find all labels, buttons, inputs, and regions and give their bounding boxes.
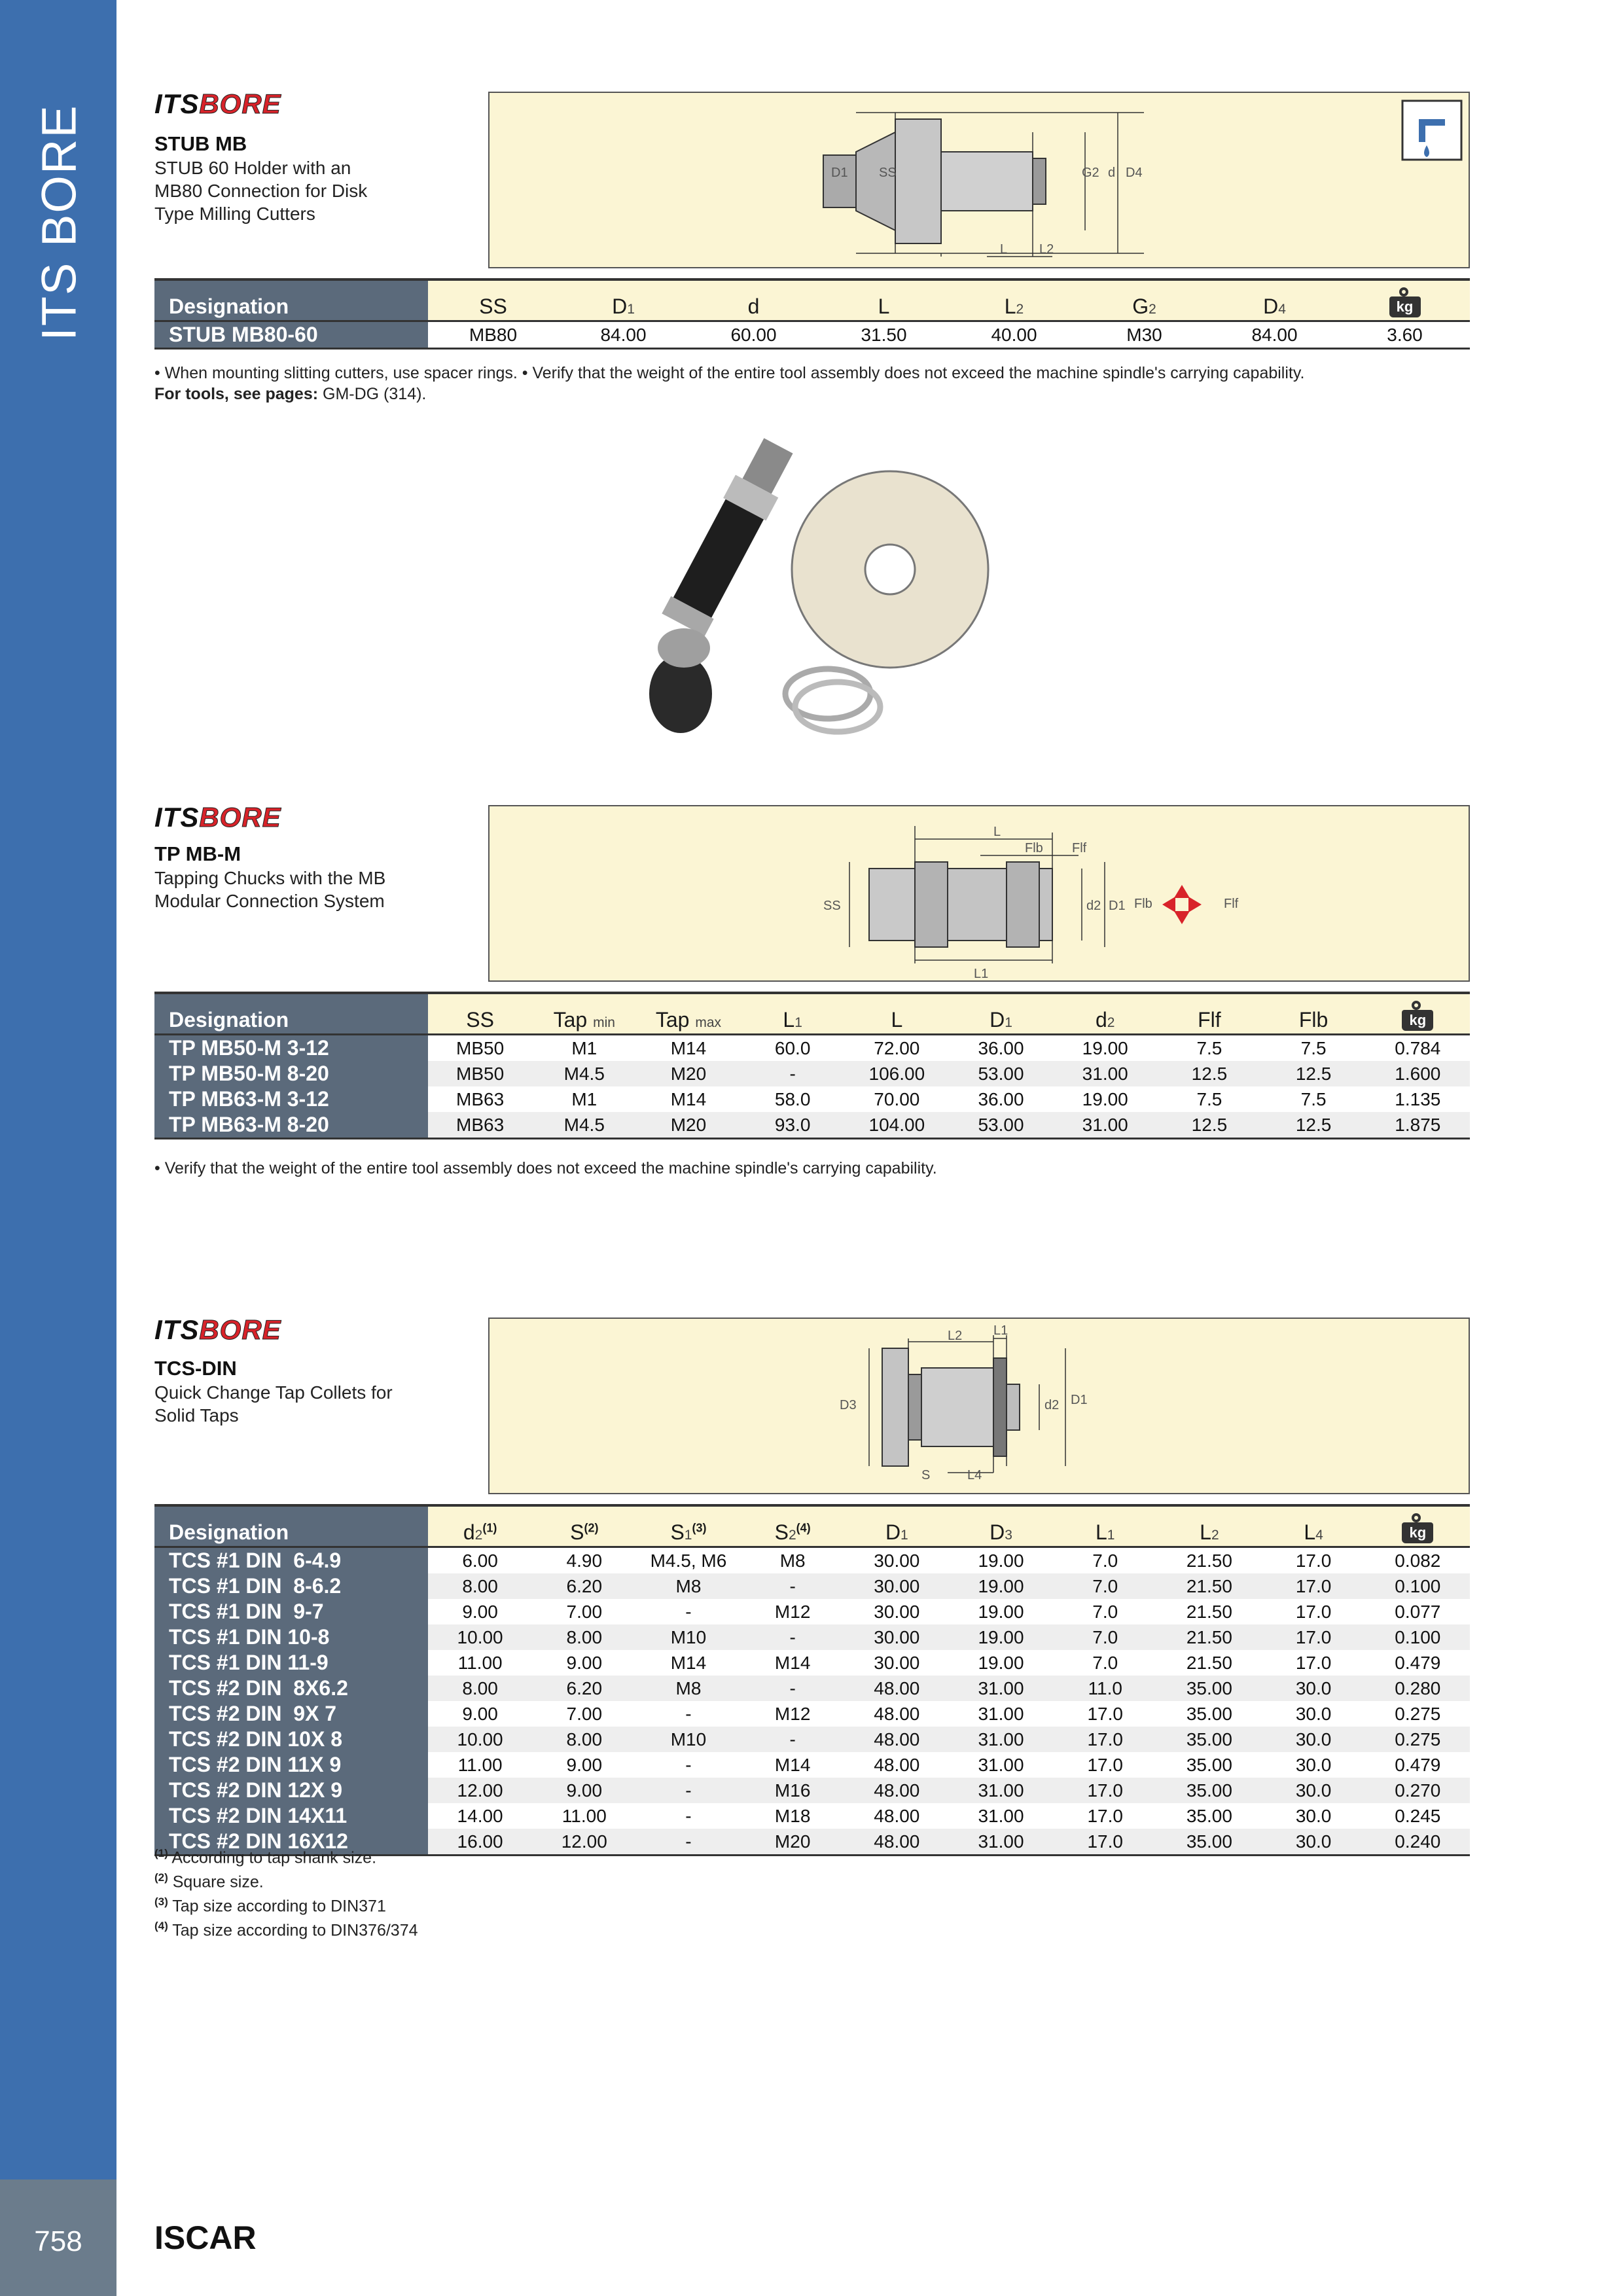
table-cell: 7.00 — [566, 1703, 603, 1724]
itsbore-logo: ITSBORE — [154, 802, 281, 833]
diagram-label-ss: SS — [823, 899, 841, 913]
diagram-label-d1: D1 — [1071, 1393, 1088, 1407]
footnote: $^{(1)}$ According to tap shank size. — [154, 1847, 377, 1867]
table-cell: 10.00 — [428, 1624, 532, 1650]
table-cell: - — [741, 1727, 845, 1752]
column-header: SS — [428, 993, 532, 1035]
table-cell: - — [741, 1624, 845, 1650]
table-cell: 48.00 — [845, 1676, 949, 1701]
table-cell: 12.5 — [1262, 1061, 1366, 1086]
diagram-label-flb: Flb — [1025, 841, 1043, 855]
sidebar — [0, 0, 116, 2296]
table-cell: 35.00 — [1157, 1829, 1261, 1856]
table-cell: 19.00 — [949, 1573, 1053, 1599]
table-cell: 17.0 — [1087, 1703, 1123, 1724]
table-row — [154, 1573, 1470, 1599]
table-cell: 8.00 — [532, 1727, 636, 1752]
table-cell: 17.0 — [1295, 1550, 1332, 1571]
table-header-row — [154, 993, 1470, 1035]
designation-cell: TCS #1 DIN 9-7 — [154, 1599, 428, 1624]
weight-icon: kg — [1399, 1001, 1436, 1032]
column-header: Tap max — [636, 993, 740, 1035]
column-header: Flb — [1262, 993, 1366, 1035]
column-header: D4 — [1209, 279, 1340, 321]
table-cell: M1 — [571, 1088, 597, 1109]
designation-cell: TCS #1 DIN 6-4.9 — [154, 1547, 428, 1574]
table-row — [154, 1624, 1470, 1650]
designation-cell: TCS #1 DIN 8-6.2 — [154, 1573, 428, 1599]
table-row — [154, 1599, 1470, 1624]
table-cell: 7.0 — [1053, 1573, 1157, 1599]
table-cell: 7.5 — [1300, 1037, 1327, 1058]
table-cell: 30.00 — [874, 1601, 920, 1622]
see-pages-note: For tools, see pages: GM-DG (314). — [154, 385, 427, 403]
table-cell: 0.245 — [1395, 1805, 1441, 1826]
table-cell: - — [685, 1703, 692, 1724]
technical-drawing — [488, 805, 1470, 982]
table-cell: 19.00 — [978, 1601, 1024, 1622]
designation-cell: TCS #2 DIN 16X12 — [154, 1829, 428, 1856]
table-cell: 31.00 — [949, 1829, 1053, 1856]
designation-cell: TP MB50-M 8-20 — [154, 1061, 428, 1086]
table-cell: 19.00 — [1082, 1037, 1128, 1058]
footnote: $^{(4)}$ Tap size according to DIN376/374 — [154, 1920, 418, 1940]
table-row — [154, 1086, 1470, 1112]
table-cell: - — [636, 1778, 740, 1803]
table-cell: M10 — [636, 1727, 740, 1752]
column-header: SS — [428, 279, 558, 321]
table-cell: 35.00 — [1157, 1727, 1261, 1752]
table-cell: 48.00 — [874, 1805, 920, 1826]
table-cell: M12 — [774, 1601, 811, 1622]
table-cell: 9.00 — [566, 1754, 603, 1775]
table-cell: 0.082 — [1395, 1550, 1441, 1571]
column-header: L1 — [741, 993, 845, 1035]
diagram-label-flb-2: Flb — [1134, 897, 1152, 911]
diagram-label-d: d — [1108, 166, 1116, 180]
diagram-label-l1: L1 — [974, 967, 989, 981]
table-cell: 11.00 — [457, 1652, 503, 1673]
table-cell: 0.275 — [1395, 1703, 1441, 1724]
table-cell: 11.00 — [457, 1754, 503, 1775]
table-row — [154, 1112, 1470, 1139]
designation-cell: TCS #2 DIN 8X6.2 — [154, 1676, 428, 1701]
table-cell: 14.00 — [457, 1805, 503, 1826]
column-header: Flf — [1157, 993, 1261, 1035]
diagram-label-g2: G2 — [1082, 166, 1099, 180]
table-cell: 35.00 — [1157, 1676, 1261, 1701]
table-cell: M14 — [774, 1652, 811, 1673]
table-cell: 0.479 — [1395, 1652, 1441, 1673]
designation-cell: TP MB50-M 3-12 — [154, 1035, 428, 1062]
table-cell: 30.00 — [874, 1550, 920, 1571]
table-cell: - — [741, 1573, 845, 1599]
diagram-label-flf: Flf — [1072, 841, 1087, 855]
table-cell: 17.0 — [1087, 1754, 1123, 1775]
table-row — [154, 1676, 1470, 1701]
table-cell: 58.0 — [774, 1088, 811, 1109]
page-number: 758 — [34, 2225, 82, 2257]
table-cell: 21.50 — [1186, 1550, 1232, 1571]
table-cell: 21.50 — [1157, 1624, 1261, 1650]
column-header — [1366, 1505, 1470, 1547]
table-cell: 21.50 — [1186, 1601, 1232, 1622]
table-cell: 11.00 — [562, 1805, 607, 1826]
table-cell: 17.0 — [1295, 1601, 1332, 1622]
table-cell: 7.0 — [1092, 1601, 1118, 1622]
diagram-label-l2: L2 — [1039, 242, 1054, 257]
column-header: d2 — [1053, 993, 1157, 1035]
table-cell: 7.0 — [1053, 1624, 1157, 1650]
diagram-label-l: L — [1000, 242, 1008, 257]
table-cell: MB50 — [428, 1061, 532, 1086]
column-header: Designation — [154, 279, 428, 321]
weight-icon: kg — [1399, 1513, 1436, 1545]
table-cell: M20 — [636, 1112, 740, 1139]
table-cell: M14 — [670, 1037, 707, 1058]
table-cell: 7.5 — [1196, 1037, 1222, 1058]
table-cell: - — [741, 1676, 845, 1701]
technical-drawing — [488, 92, 1470, 268]
table-cell: 7.5 — [1196, 1088, 1222, 1109]
table-cell: 9.00 — [462, 1601, 498, 1622]
table-cell: M14 — [774, 1754, 811, 1775]
table-cell: 17.0 — [1053, 1727, 1157, 1752]
table-row — [154, 1778, 1470, 1803]
column-header: D1 — [558, 279, 688, 321]
table-cell: 48.00 — [845, 1778, 949, 1803]
designation-cell: TCS #2 DIN 11X 9 — [154, 1752, 428, 1778]
table-cell: 10.00 — [428, 1727, 532, 1752]
table-cell: 1.600 — [1366, 1061, 1470, 1086]
table-cell: M20 — [741, 1829, 845, 1856]
table-cell: M1 — [571, 1037, 597, 1058]
footnote: $^{(2)}$ Square size. — [154, 1871, 264, 1892]
column-header: L — [819, 279, 949, 321]
table-cell: 19.00 — [1082, 1088, 1128, 1109]
table-cell: 84.00 — [558, 321, 688, 349]
table-cell: 93.0 — [741, 1112, 845, 1139]
spec-table — [154, 278, 1470, 350]
table-cell: 16.00 — [428, 1829, 532, 1856]
table-cell: 72.00 — [874, 1037, 920, 1058]
table-cell: 104.00 — [845, 1112, 949, 1139]
table-cell: 0.280 — [1366, 1676, 1470, 1701]
column-header: d2$^{(1)}$ — [428, 1505, 532, 1547]
table-cell: - — [685, 1754, 692, 1775]
table-cell: M4.5 — [532, 1112, 636, 1139]
table-cell: MB80 — [428, 321, 558, 349]
designation-cell: TCS #2 DIN 9X 7 — [154, 1701, 428, 1727]
table-cell: MB50 — [456, 1037, 505, 1058]
designation-cell: TP MB63-M 3-12 — [154, 1086, 428, 1112]
table-cell: 7.5 — [1300, 1088, 1327, 1109]
table-cell: 30.0 — [1262, 1727, 1366, 1752]
diagram-label-s: S — [921, 1468, 931, 1482]
table-row — [154, 321, 1470, 349]
column-header: D3 — [949, 1505, 1053, 1547]
table-note: • Verify that the weight of the entire tool assembly does not exceed the machine spindle's carrying capability. — [154, 1159, 937, 1177]
table-cell: 70.00 — [874, 1088, 920, 1109]
column-header: D1 — [845, 1505, 949, 1547]
table-cell: 84.00 — [1209, 321, 1340, 349]
table-cell: M30 — [1079, 321, 1209, 349]
table-cell: 36.00 — [978, 1088, 1024, 1109]
table-cell: 0.275 — [1366, 1727, 1470, 1752]
table-cell: M20 — [636, 1061, 740, 1086]
table-header-row — [154, 279, 1470, 321]
table-cell: 0.270 — [1366, 1778, 1470, 1803]
table-cell: 6.00 — [462, 1550, 498, 1571]
table-cell: 9.00 — [532, 1778, 636, 1803]
product-title: STUB MB — [154, 132, 247, 155]
designation-cell: STUB MB80-60 — [154, 321, 428, 349]
diagram-label-d2: d2 — [1044, 1398, 1060, 1412]
table-cell: M8 — [636, 1676, 740, 1701]
coolant-icon — [1402, 101, 1461, 160]
table-cell: 31.00 — [978, 1703, 1024, 1724]
table-cell: 31.00 — [949, 1727, 1053, 1752]
table-cell: M14 — [670, 1652, 707, 1673]
table-row — [154, 1803, 1470, 1829]
table-cell: 31.00 — [949, 1676, 1053, 1701]
table-cell: 30.00 — [845, 1573, 949, 1599]
table-cell: - — [636, 1829, 740, 1856]
table-cell: 53.00 — [949, 1061, 1053, 1086]
sidebar-title: ITS BORE — [31, 104, 86, 341]
table-cell: - — [685, 1805, 692, 1826]
table-cell: 0.784 — [1395, 1037, 1441, 1058]
diagram-label-l1: L1 — [993, 1323, 1008, 1338]
table-cell: 0.100 — [1366, 1573, 1470, 1599]
designation-cell: TCS #2 DIN 10X 8 — [154, 1727, 428, 1752]
table-cell: M18 — [774, 1805, 811, 1826]
table-cell: 12.00 — [532, 1829, 636, 1856]
table-cell: 6.20 — [532, 1573, 636, 1599]
float-arrows-icon — [1162, 885, 1202, 924]
table-cell: M16 — [741, 1778, 845, 1803]
table-cell: 106.00 — [845, 1061, 949, 1086]
table-cell: M4.5 — [532, 1061, 636, 1086]
table-cell: 40.00 — [949, 321, 1079, 349]
column-header: L2 — [949, 279, 1079, 321]
table-cell: 8.00 — [532, 1624, 636, 1650]
table-cell: 7.0 — [1092, 1550, 1118, 1571]
section-tcs-din — [154, 1314, 1470, 2001]
table-cell: 0.479 — [1395, 1754, 1441, 1775]
table-row — [154, 1701, 1470, 1727]
table-cell: 9.00 — [462, 1703, 498, 1724]
itsbore-logo: ITSBORE — [154, 88, 281, 119]
designation-cell: TCS #2 DIN 12X 9 — [154, 1778, 428, 1803]
table-cell: MB63 — [428, 1112, 532, 1139]
diagram-label-l4: L4 — [967, 1468, 982, 1482]
table-cell: M10 — [636, 1624, 740, 1650]
designation-cell: TP MB63-M 8-20 — [154, 1112, 428, 1139]
column-header: S2$^{(4)}$ — [741, 1505, 845, 1547]
table-cell: 48.00 — [874, 1703, 920, 1724]
table-row — [154, 1727, 1470, 1752]
table-cell: 35.00 — [1186, 1754, 1232, 1775]
brand-footer: ISCAR — [154, 2219, 257, 2256]
column-header: Designation — [154, 1505, 428, 1547]
table-cell: 17.0 — [1087, 1805, 1123, 1826]
table-cell: 35.00 — [1186, 1703, 1232, 1724]
table-row — [154, 1547, 1470, 1574]
table-cell: - — [741, 1061, 845, 1086]
table-cell: 0.100 — [1366, 1624, 1470, 1650]
table-cell: 0.240 — [1366, 1829, 1470, 1856]
product-description: STUB 60 Holder with an MB80 Connection for Disk Type Milling Cutters — [154, 158, 368, 224]
table-cell: 35.00 — [1186, 1805, 1232, 1826]
table-cell: 48.00 — [874, 1754, 920, 1775]
column-header: L1 — [1053, 1505, 1157, 1547]
table-cell: 9.00 — [566, 1652, 603, 1673]
product-title: TP MB-M — [154, 842, 241, 865]
footnote: $^{(3)}$ Tap size according to DIN371 — [154, 1895, 386, 1916]
table-cell: 21.50 — [1157, 1573, 1261, 1599]
table-cell: 31.00 — [978, 1805, 1024, 1826]
table-cell: 19.00 — [978, 1550, 1024, 1571]
column-header — [1340, 279, 1470, 321]
table-cell: 11.0 — [1053, 1676, 1157, 1701]
column-header: D1 — [949, 993, 1053, 1035]
spec-table — [154, 992, 1470, 1139]
diagram-label-l2: L2 — [948, 1329, 963, 1343]
table-cell: 30.0 — [1295, 1754, 1332, 1775]
column-header: L — [845, 993, 949, 1035]
column-header: d — [688, 279, 819, 321]
table-cell: 19.00 — [949, 1624, 1053, 1650]
table-header-row — [154, 1505, 1470, 1547]
table-cell: 48.00 — [845, 1727, 949, 1752]
table-cell: M12 — [774, 1703, 811, 1724]
table-cell: - — [685, 1601, 692, 1622]
table-cell: M4.5, M6 — [650, 1550, 727, 1571]
table-cell: 30.0 — [1262, 1829, 1366, 1856]
section-stub-mb — [154, 88, 1470, 429]
table-note: • When mounting slitting cutters, use spacer rings. • Verify that the weight of the entire tool assembly does not exceed the machine spindle's carrying capability. — [154, 364, 1305, 382]
table-row — [154, 1035, 1470, 1062]
table-cell: 60.00 — [688, 321, 819, 349]
section-tp-mb-m — [154, 802, 1470, 1194]
table-cell: 30.00 — [845, 1624, 949, 1650]
designation-cell: TCS #2 DIN 14X11 — [154, 1803, 428, 1829]
diagram-label-d4: D4 — [1126, 166, 1143, 180]
table-cell: 60.0 — [774, 1037, 811, 1058]
diagram-label-l: L — [993, 825, 1001, 839]
table-row — [154, 1752, 1470, 1778]
designation-cell: TCS #1 DIN 10-8 — [154, 1624, 428, 1650]
itsbore-logo: ITSBORE — [154, 1314, 281, 1345]
column-header: L2 — [1157, 1505, 1261, 1547]
table-cell: MB63 — [456, 1088, 505, 1109]
table-cell: 30.0 — [1262, 1778, 1366, 1803]
product-photo — [622, 419, 1001, 746]
table-cell: 7.0 — [1092, 1652, 1118, 1673]
table-cell: 19.00 — [978, 1652, 1024, 1673]
diagram-label-d1: D1 — [831, 166, 848, 180]
table-cell: 36.00 — [978, 1037, 1024, 1058]
table-cell: 30.0 — [1262, 1676, 1366, 1701]
table-cell: 12.5 — [1157, 1061, 1261, 1086]
table-cell: 21.50 — [1186, 1652, 1232, 1673]
diagram-label-d2: d2 — [1086, 899, 1101, 913]
diagram-label-d3: D3 — [840, 1398, 857, 1412]
table-cell: 17.0 — [1262, 1624, 1366, 1650]
table-cell: 12.00 — [428, 1778, 532, 1803]
technical-drawing — [488, 1318, 1470, 1494]
table-cell: 31.00 — [1053, 1061, 1157, 1086]
table-cell: M8 — [636, 1573, 740, 1599]
table-cell: 30.00 — [874, 1652, 920, 1673]
column-header: Tap min — [532, 993, 636, 1035]
product-title: TCS-DIN — [154, 1357, 237, 1380]
table-row — [154, 1650, 1470, 1676]
table-cell: 1.135 — [1395, 1088, 1441, 1109]
product-description: Tapping Chucks with the MB Modular Connection System — [154, 868, 386, 911]
table-cell: 0.077 — [1395, 1601, 1441, 1622]
column-header: $S^{(2)}$ — [532, 1505, 636, 1547]
table-cell: 12.5 — [1157, 1112, 1261, 1139]
table-cell: 35.00 — [1157, 1778, 1261, 1803]
table-cell: 31.00 — [978, 1754, 1024, 1775]
table-cell: 8.00 — [428, 1573, 532, 1599]
table-cell: M14 — [670, 1088, 707, 1109]
spec-table — [154, 1504, 1470, 1856]
table-cell: 17.0 — [1053, 1778, 1157, 1803]
column-header: S1$^{(3)}$ — [636, 1505, 740, 1547]
table-cell: 6.20 — [532, 1676, 636, 1701]
diagram-label-ss: SS — [879, 166, 897, 180]
table-cell: 12.5 — [1262, 1112, 1366, 1139]
table-cell: 8.00 — [428, 1676, 532, 1701]
table-cell: M8 — [779, 1550, 806, 1571]
table-cell: 53.00 — [949, 1112, 1053, 1139]
table-cell: 48.00 — [845, 1829, 949, 1856]
table-cell: 17.0 — [1053, 1829, 1157, 1856]
column-header: Designation — [154, 993, 428, 1035]
table-cell: 30.0 — [1295, 1805, 1332, 1826]
table-cell: 31.00 — [949, 1778, 1053, 1803]
designation-cell: TCS #1 DIN 11-9 — [154, 1650, 428, 1676]
diagram-label-d1: D1 — [1109, 899, 1126, 913]
table-cell: 7.00 — [566, 1601, 603, 1622]
table-cell: 4.90 — [566, 1550, 603, 1571]
product-description: Quick Change Tap Collets for Solid Taps — [154, 1382, 393, 1426]
table-row — [154, 1061, 1470, 1086]
table-cell: 31.50 — [819, 321, 949, 349]
table-cell: 31.00 — [1053, 1112, 1157, 1139]
column-header: L4 — [1262, 1505, 1366, 1547]
table-cell: 17.0 — [1262, 1573, 1366, 1599]
column-header — [1366, 993, 1470, 1035]
table-cell: 3.60 — [1340, 321, 1470, 349]
diagram-label-flf-2: Flf — [1224, 897, 1239, 911]
table-cell: 17.0 — [1295, 1652, 1332, 1673]
weight-icon: kg — [1387, 287, 1423, 319]
table-cell: 1.875 — [1366, 1112, 1470, 1139]
table-cell: 30.0 — [1295, 1703, 1332, 1724]
column-header: G2 — [1079, 279, 1209, 321]
